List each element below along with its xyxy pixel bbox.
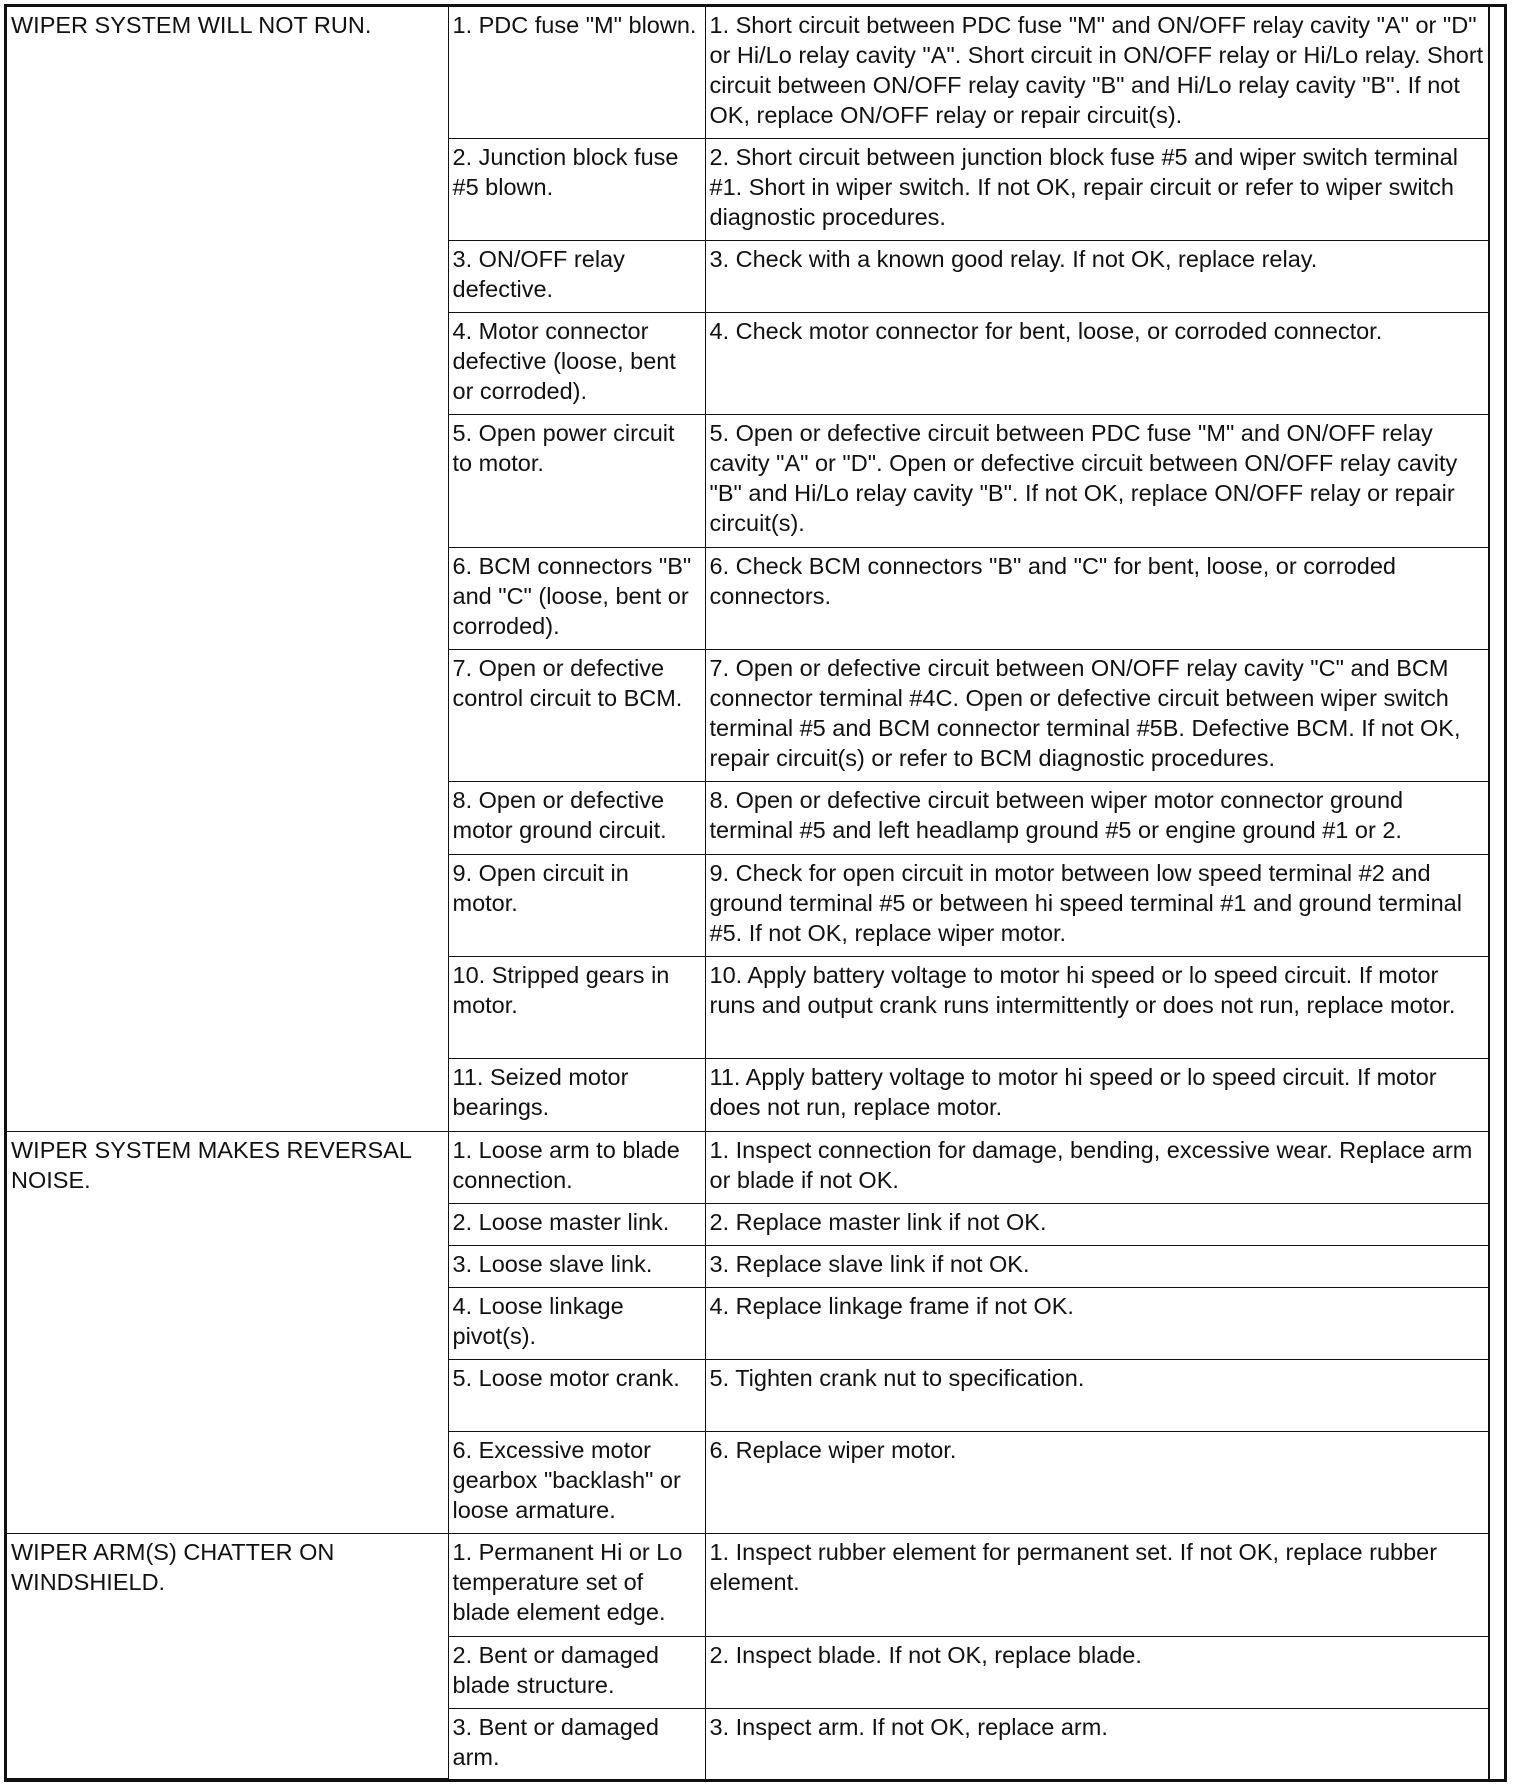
correction-cell: 11. Apply battery voltage to motor hi speed or lo speed circuit. If motor does not run, replace motor. [705,1059,1488,1131]
table-row [7,1131,1488,1203]
correction-cell: 4. Replace linkage frame if not OK. [705,1287,1488,1359]
condition-cell: WIPER SYSTEM WILL NOT RUN. [7,7,448,1131]
possible-cause-cell: 6. Excessive motor gearbox "backlash" or loose armature. [448,1432,705,1534]
correction-cell: 2. Inspect blade. If not OK, replace blade. [705,1636,1488,1708]
possible-cause-cell: 8. Open or defective motor ground circuit. [448,781,705,854]
possible-cause-cell: 6. BCM connectors "B" and "C" (loose, bent or corroded). [448,547,705,649]
possible-cause-cell: 10. Stripped gears in motor. [448,957,705,1059]
condition-cell: WIPER SYSTEM MAKES REVERSAL NOISE. [7,1131,448,1534]
possible-cause-cell: 2. Bent or damaged blade structure. [448,1636,705,1708]
possible-cause-cell: 7. Open or defective control circuit to BCM. [448,649,705,781]
possible-cause-cell: 11. Seized motor bearings. [448,1059,705,1131]
possible-cause-cell: 1. Loose arm to blade connection. [448,1131,705,1203]
correction-cell: 10. Apply battery voltage to motor hi speed or lo speed circuit. If motor runs and output crank runs intermittently or does not run, replace motor. [705,957,1488,1059]
possible-cause-cell: 1. PDC fuse "M" blown. [448,7,705,138]
correction-cell: 2. Short circuit between junction block fuse #5 and wiper switch terminal #1. Short in wiper switch. If not OK, repair circuit or refer to wiper switch diagnostic procedures. [705,138,1488,240]
correction-cell: 6. Check BCM connectors "B" and "C" for bent, loose, or corroded connectors. [705,547,1488,649]
correction-cell: 1. Inspect connection for damage, bending, excessive wear. Replace arm or blade if not OK. [705,1131,1488,1203]
correction-cell: 8. Open or defective circuit between wiper motor connector ground terminal #5 and left headlamp ground #5 or engine ground #1 or 2. [705,781,1488,854]
correction-cell: 3. Replace slave link if not OK. [705,1245,1488,1287]
possible-cause-cell: 1. Permanent Hi or Lo temperature set of blade element edge. [448,1534,705,1636]
possible-cause-cell: 5. Open power circuit to motor. [448,415,705,547]
correction-cell: 1. Inspect rubber element for permanent set. If not OK, replace rubber element. [705,1534,1488,1636]
table-row [7,7,1488,138]
right-margin-rule [1488,7,1490,1779]
correction-cell: 5. Open or defective circuit between PDC fuse "M" and ON/OFF relay cavity "A" or "D". Open or defective circuit between ON/OFF relay cavity "B" and Hi/Lo relay cavity "B". If not OK, replace ON/OFF relay or repair circuit(s). [705,415,1488,547]
correction-cell: 3. Check with a known good relay. If not OK, replace relay. [705,240,1488,312]
correction-cell: 9. Check for open circuit in motor between low speed terminal #2 and ground terminal #5 or between hi speed terminal #1 and ground terminal #5. If not OK, replace wiper motor. [705,855,1488,957]
correction-cell: 3. Inspect arm. If not OK, replace arm. [705,1708,1488,1778]
condition-cell: WIPER ARM(S) CHATTER ON WINDSHIELD. [7,1534,448,1779]
possible-cause-cell: 4. Motor connector defective (loose, bent or corroded). [448,313,705,415]
possible-cause-cell: 9. Open circuit in motor. [448,855,705,957]
correction-cell: 6. Replace wiper motor. [705,1432,1488,1534]
correction-cell: 7. Open or defective circuit between ON/OFF relay cavity "C" and BCM connector terminal #4C. Open or defective circuit between wiper switch terminal #5 and BCM connector terminal #5B. Defective BCM. If not OK, repair circuit(s) or refer to BCM diagnostic procedures. [705,649,1488,781]
correction-cell: 4. Check motor connector for bent, loose, or corroded connector. [705,313,1488,415]
possible-cause-cell: 2. Loose master link. [448,1203,705,1245]
table-row [7,1534,1488,1636]
possible-cause-cell: 3. Loose slave link. [448,1245,705,1287]
possible-cause-cell: 5. Loose motor crank. [448,1360,705,1432]
possible-cause-cell: 2. Junction block fuse #5 blown. [448,138,705,240]
possible-cause-cell: 4. Loose linkage pivot(s). [448,1287,705,1359]
correction-cell: 2. Replace master link if not OK. [705,1203,1488,1245]
wiper-diagnosis-table [7,7,1488,1779]
possible-cause-cell: 3. ON/OFF relay defective. [448,240,705,312]
correction-cell: 5. Tighten crank nut to specification. [705,1360,1488,1432]
correction-cell: 1. Short circuit between PDC fuse "M" and ON/OFF relay cavity "A" or "D" or Hi/Lo relay cavity "A". Short circuit in ON/OFF relay or Hi/Lo relay. Short circuit between ON/OFF relay cavity "B" and Hi/Lo relay cavity "B". If not OK, replace ON/OFF relay or repair circuit(s). [705,7,1488,138]
possible-cause-cell: 3. Bent or damaged arm. [448,1708,705,1778]
